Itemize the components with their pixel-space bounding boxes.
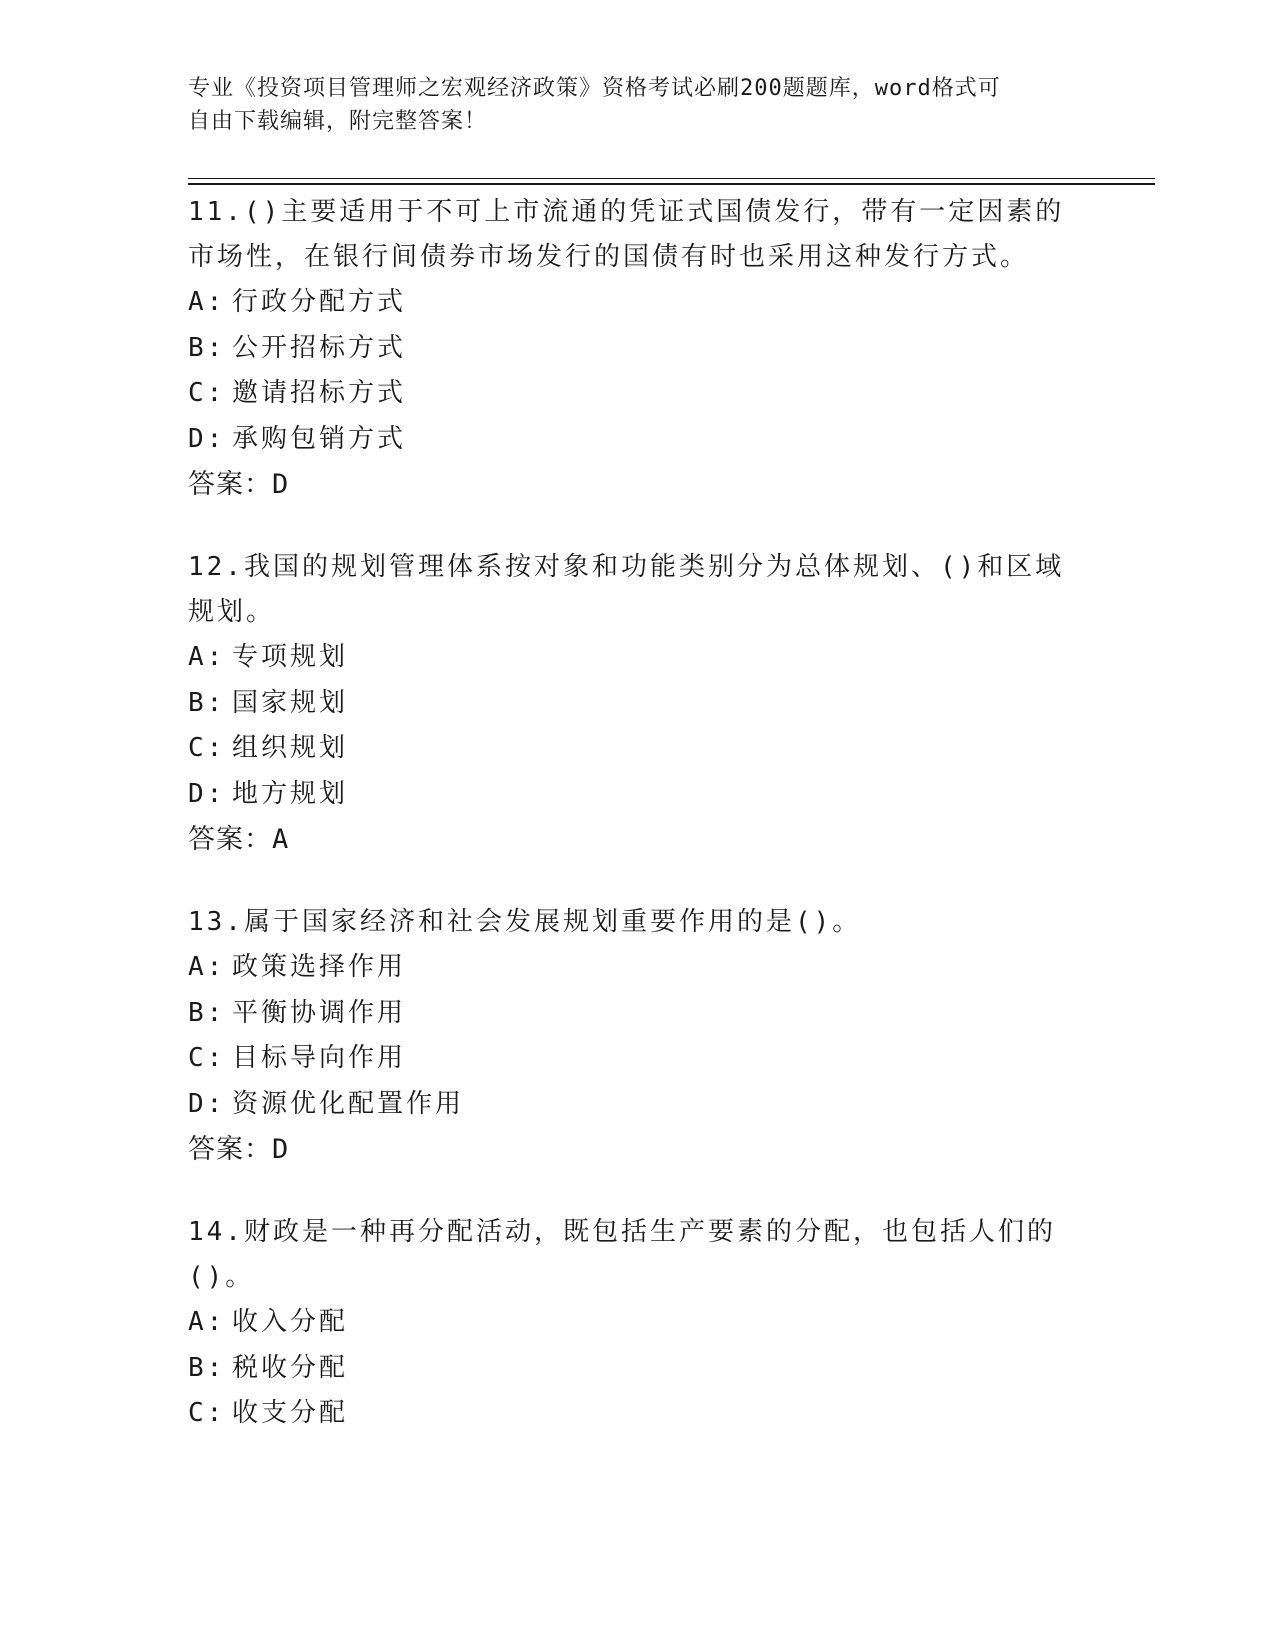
option-a bbox=[188, 945, 1088, 991]
question-text: 11.()主要适用于不可上市流通的凭证式国债发行，带有一定因素的市场性，在银行间债券市场发行的国债有时也采用这种发行方式。 bbox=[188, 197, 1065, 272]
option-letter: B: bbox=[188, 1352, 226, 1383]
option-text: 承购包销方式 bbox=[232, 423, 407, 454]
option-text: 地方规划 bbox=[232, 778, 349, 809]
question-12 bbox=[188, 545, 1088, 862]
question-text: 14.财政是一种再分配活动，既包括生产要素的分配，也包括人们的()。 bbox=[188, 1217, 1056, 1292]
option-text: 资源优化配置作用 bbox=[232, 1088, 465, 1119]
option-letter: C: bbox=[188, 733, 226, 763]
header-line-1: 专业《投资项目管理师之宏观经济政策》资格考试必刷200题题库，word格式可 bbox=[188, 76, 1001, 101]
question-text: 12.我国的规划管理体系按对象和功能类别分为总体规划、()和区域规划。 bbox=[188, 552, 1065, 627]
option-b bbox=[188, 991, 1088, 1037]
option-text: 行政分配方式 bbox=[232, 287, 407, 317]
option-a bbox=[188, 280, 1088, 326]
option-text: 收支分配 bbox=[232, 1398, 349, 1428]
question-13 bbox=[188, 900, 1088, 1172]
option-letter: B: bbox=[188, 997, 226, 1028]
header-divider-thin bbox=[188, 178, 1155, 179]
option-letter: D: bbox=[188, 423, 226, 454]
question-11 bbox=[188, 190, 1088, 507]
document-header bbox=[188, 72, 1068, 138]
option-letter: C: bbox=[188, 378, 226, 408]
question-list bbox=[188, 190, 1088, 1475]
option-text: 收入分配 bbox=[232, 1307, 349, 1337]
question-14 bbox=[188, 1210, 1088, 1437]
option-letter: C: bbox=[188, 1043, 226, 1073]
option-letter: B: bbox=[188, 687, 226, 718]
header-divider-thick bbox=[188, 183, 1155, 185]
option-c bbox=[188, 1391, 1088, 1437]
answer-label: 答案：D bbox=[188, 469, 290, 500]
option-a bbox=[188, 1300, 1088, 1346]
option-text: 目标导向作用 bbox=[232, 1043, 407, 1073]
option-text: 组织规划 bbox=[232, 733, 349, 763]
option-letter: C: bbox=[188, 1398, 226, 1428]
option-letter: D: bbox=[188, 1088, 226, 1119]
option-letter: A: bbox=[188, 642, 226, 672]
option-text: 专项规划 bbox=[232, 642, 349, 672]
option-letter: A: bbox=[188, 1307, 226, 1337]
option-text: 邀请招标方式 bbox=[232, 378, 407, 408]
option-b bbox=[188, 1346, 1088, 1392]
header-line-2: 自由下载编辑，附完整答案！ bbox=[188, 109, 488, 134]
option-text: 平衡协调作用 bbox=[232, 997, 407, 1028]
option-text: 国家规划 bbox=[232, 687, 349, 718]
option-d bbox=[188, 417, 1088, 463]
answer-label: 答案：D bbox=[188, 1134, 290, 1165]
option-text: 公开招标方式 bbox=[232, 332, 407, 363]
option-a bbox=[188, 635, 1088, 681]
option-b bbox=[188, 326, 1088, 372]
option-c bbox=[188, 1036, 1088, 1082]
option-text: 政策选择作用 bbox=[232, 952, 407, 982]
option-c bbox=[188, 726, 1088, 772]
option-d bbox=[188, 1082, 1088, 1128]
option-letter: A: bbox=[188, 287, 226, 317]
option-letter: A: bbox=[188, 952, 226, 982]
option-letter: B: bbox=[188, 332, 226, 363]
question-text: 13.属于国家经济和社会发展规划重要作用的是()。 bbox=[188, 907, 862, 937]
answer-label: 答案：A bbox=[188, 824, 290, 855]
option-text: 税收分配 bbox=[232, 1352, 349, 1383]
option-letter: D: bbox=[188, 778, 226, 809]
option-b bbox=[188, 681, 1088, 727]
option-c bbox=[188, 371, 1088, 417]
option-d bbox=[188, 772, 1088, 818]
